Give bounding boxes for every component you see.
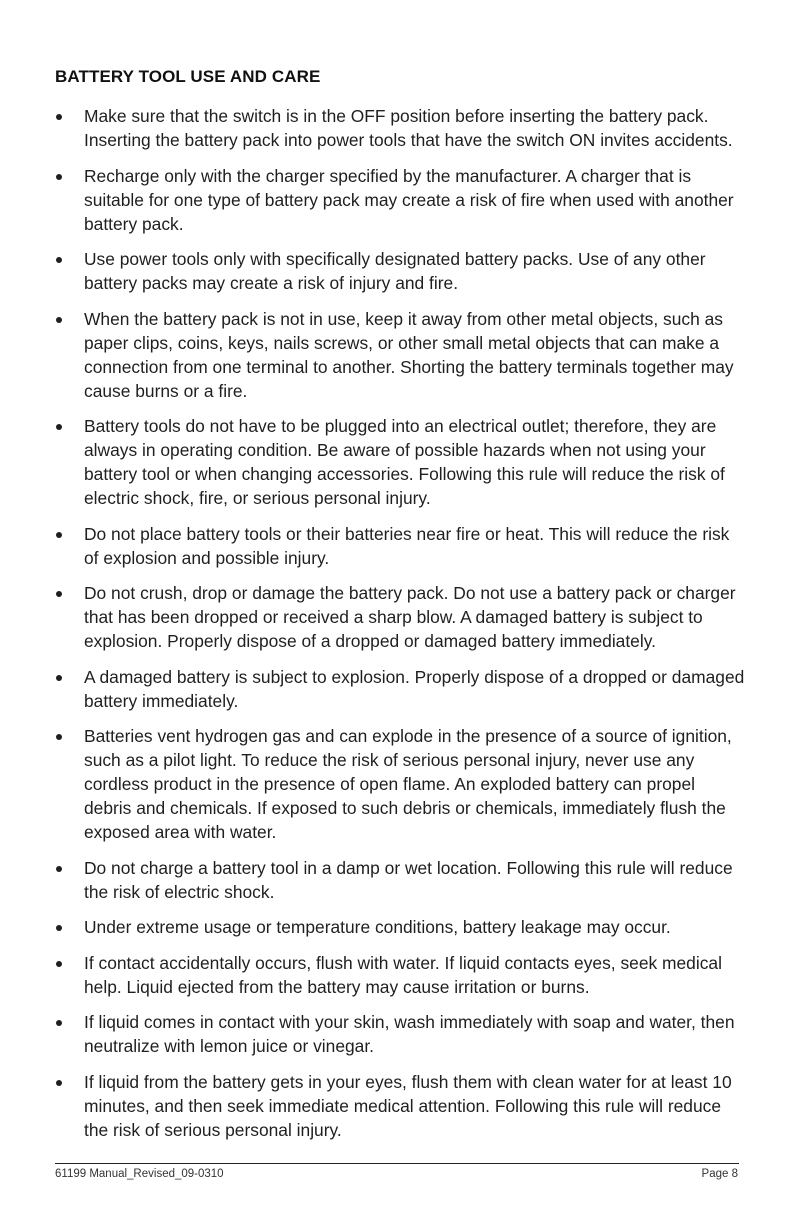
safety-rules-list [55,104,745,1153]
bullet-icon [56,317,62,323]
list-item-text: A damaged battery is subject to explosion. Properly dispose of a dropped or damaged battery immediately. [84,666,745,711]
list-item-text: If liquid from the battery gets in your eyes, flush them with clean water for at least 10 minutes, and then seek immediate medical attention. Following this rule will reduce the risk of serious personal injury. [84,1071,732,1140]
list-item-text: Batteries vent hydrogen gas and can explode in the presence of a source of ignition, such as a pilot light. To reduce the risk of serious personal injury, never use any cordless product in the presence of open flame. An exploded battery can propel debris and chemicals. If exposed to such debris or chemicals, immediately flush the exposed area with water. [84,726,732,842]
list-item-text: Recharge only with the charger specified by the manufacturer. A charger that is suitable for one type of battery pack may create a risk of fire when used with another battery pack. [84,165,734,234]
document-id: 61199 Manual_Revised_09-0310 [55,1168,224,1180]
list-item [55,247,745,295]
bullet-icon [56,675,62,681]
list-item [55,307,745,403]
list-item [55,581,745,653]
list-item [55,915,745,939]
bullet-icon [56,925,62,931]
list-item [55,665,745,713]
list-item-text: Use power tools only with specifically designated battery packs. Use of any other battery packs may create a risk of injury and fire. [84,249,706,293]
list-item [55,951,745,999]
bullet-icon [56,174,62,180]
list-item-text: Do not crush, drop or damage the battery pack. Do not use a battery pack or charger that has been dropped or received a sharp blow. A damaged battery is subject to explosion. Properly dispose of a dropped or damaged battery immediately. [84,583,736,651]
section-heading: BATTERY TOOL USE AND CARE [55,67,321,86]
list-item [55,414,745,510]
bullet-icon [56,591,62,597]
bullet-icon [56,1020,62,1026]
list-item-text: If liquid comes in contact with your skin, wash immediately with soap and water, then neutralize with lemon juice or vinegar. [84,1012,735,1056]
bullet-icon [56,114,62,120]
list-item [55,164,745,236]
list-item-text: Battery tools do not have to be plugged into an electrical outlet; therefore, they are always in operating condition. Be aware of possible hazards when not using your battery tool or when changing accessories. Following this rule will reduce the risk of electric shock, fire, or serious personal injury. [84,416,725,508]
list-item [55,104,745,152]
bullet-icon [56,257,62,263]
list-item-text: When the battery pack is not in use, keep it away from other metal objects, such as paper clips, coins, keys, nails screws, or other small metal objects that can make a connection from one terminal to another. Shorting the battery terminals together may cause burns or a fire. [84,308,734,401]
list-item-text: Do not place battery tools or their batteries near fire or heat. This will reduce the risk of explosion and possible injury. [84,523,730,568]
bullet-icon [56,734,62,740]
list-item-text: Under extreme usage or temperature conditions, battery leakage may occur. [84,917,671,937]
footer-divider [55,1163,739,1164]
list-item-text: Do not charge a battery tool in a damp or wet location. Following this rule will reduce the risk of electric shock. [84,857,733,902]
bullet-icon [56,532,62,538]
list-item [55,522,745,570]
bullet-icon [56,961,62,967]
list-item-text: If contact accidentally occurs, flush with water. If liquid contacts eyes, seek medical help. Liquid ejected from the battery may cause irritation or burns. [84,952,722,997]
list-item [55,724,745,844]
list-item [55,1070,745,1142]
bullet-icon [56,1080,62,1086]
list-item [55,856,745,904]
list-item [55,1010,745,1058]
bullet-icon [56,424,62,430]
list-item-text: Make sure that the switch is in the OFF position before inserting the battery pack. Inserting the battery pack into power tools that have the switch ON invites accidents. [84,106,733,150]
bullet-icon [56,866,62,872]
page-number: Page 8 [701,1168,738,1180]
